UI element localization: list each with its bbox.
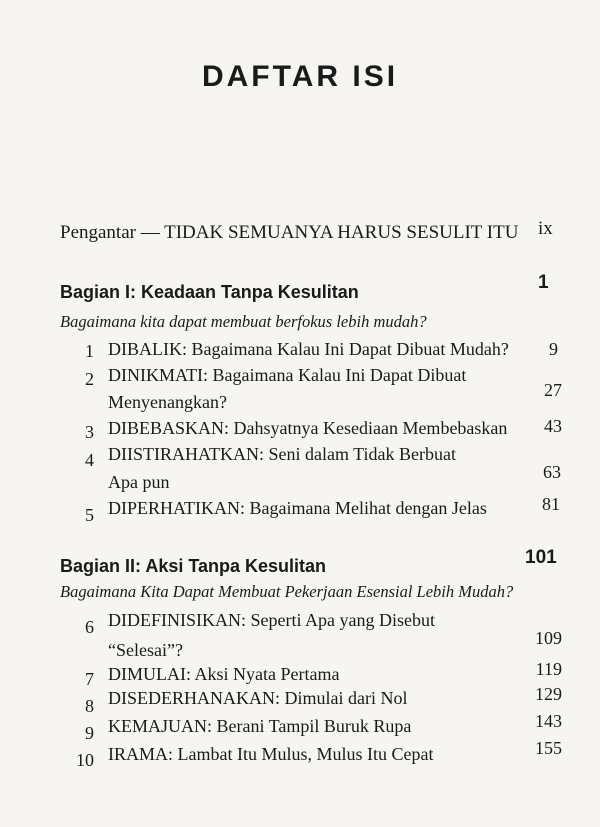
chapter-title: DIBALIK: Bagaimana Kalau Ini Dapat Dibuat Mudah? [108, 339, 509, 359]
chapter-title-continued: “Selesai”? [108, 640, 183, 660]
chapter-number: 3 [85, 422, 94, 442]
chapter-title-continued: Menyenangkan? [108, 392, 227, 412]
chapter-page-number: 143 [535, 711, 562, 731]
chapter-page-number: 155 [535, 738, 562, 758]
chapter-title: DINIKMATI: Bagaimana Kalau Ini Dapat Dibuat [108, 365, 467, 385]
chapter-page-number: 109 [535, 628, 562, 648]
chapter-title: KEMAJUAN: Berani Tampil Buruk Rupa [108, 716, 412, 736]
part-2-title: Bagian II: Aksi Tanpa Kesulitan [60, 556, 327, 576]
chapter-number: 10 [76, 750, 94, 770]
chapter-page-number: 27 [544, 380, 562, 400]
chapter-title: DISEDERHANAKAN: Dimulai dari Nol [108, 688, 408, 708]
chapter-title: DIMULAI: Aksi Nyata Pertama [108, 664, 340, 684]
chapter-page-number: 119 [535, 659, 562, 679]
part-2-subtitle: Bagaimana Kita Dapat Membuat Pekerjaan Esensial Lebih Mudah? [60, 582, 514, 601]
chapter-page-number: 43 [544, 416, 562, 436]
chapter-number: 8 [85, 696, 94, 716]
chapter-page-number: 129 [535, 684, 562, 704]
chapter-title: IRAMA: Lambat Itu Mulus, Mulus Itu Cepat [108, 744, 434, 764]
chapter-title: DIDEFINISIKAN: Seperti Apa yang Disebut [108, 610, 435, 630]
part-1-page-number: 1 [538, 272, 549, 293]
chapter-title: DIPERHATIKAN: Bagaimana Melihat dengan Jelas [108, 498, 487, 518]
chapter-title-continued: Apa pun [108, 472, 170, 492]
chapter-page-number: 9 [549, 339, 558, 359]
chapter-number: 1 [85, 341, 94, 361]
page-title: DAFTAR ISI [201, 60, 399, 93]
chapter-number: 9 [85, 723, 94, 743]
chapter-title: DIISTIRAHATKAN: Seni dalam Tidak Berbuat [108, 444, 456, 464]
intro-page-number: ix [538, 218, 553, 239]
toc-intro [60, 218, 553, 244]
chapter-number: 5 [85, 505, 94, 525]
chapter-number: 4 [85, 450, 94, 470]
part-2-page-number: 101 [525, 547, 557, 568]
chapter-number: 7 [85, 669, 94, 689]
chapter-number: 6 [85, 617, 94, 637]
chapter-page-number: 63 [543, 462, 561, 482]
part-1-title: Bagian I: Keadaan Tanpa Kesulitan [60, 282, 359, 302]
chapter-number: 2 [85, 369, 94, 389]
part-1-subtitle: Bagaimana kita dapat membuat berfokus lebih mudah? [60, 312, 427, 331]
intro-label: Pengantar — TIDAK SEMUANYA HARUS SESULIT ITU [60, 222, 519, 243]
chapter-page-number: 81 [542, 494, 560, 514]
chapter-title: DIBEBASKAN: Dahsyatnya Kesediaan Membebaskan [108, 418, 508, 438]
